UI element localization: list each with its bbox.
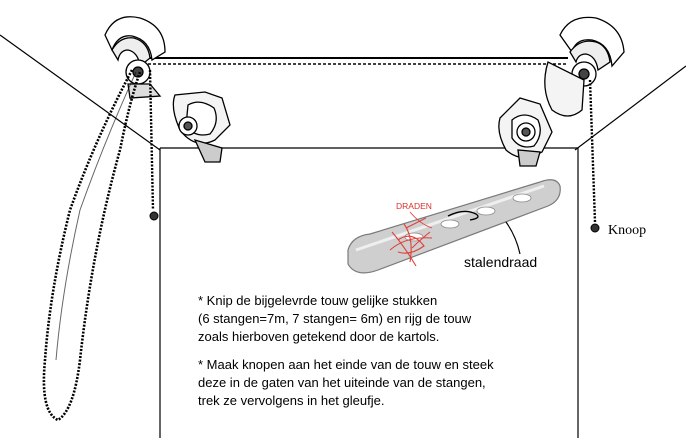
- draden-label: DRADEN: [396, 201, 432, 211]
- right-pull-cord: [590, 80, 599, 232]
- instruction-cut-rope: * Knip de bijgelevrde touw gelijke stukken (6 stangen=7m, 7 stangen= 6m) en rijg de touw zoals hierboven getekend door de kartols.: [198, 293, 472, 344]
- instruction-make-knots: * Maak knopen aan het einde van de touw en steek deze in de gaten van het uiteinde van de stangen, trek ze vervolgens in het gleufje.: [198, 357, 494, 408]
- right-knob-icon: [591, 224, 599, 232]
- top-rail: [148, 58, 568, 64]
- left-cord-loop: [44, 70, 140, 420]
- stalendraad-label: stalendraad: [464, 254, 538, 270]
- left-bracket: [105, 17, 230, 162]
- knoop-label: Knoop: [608, 223, 647, 238]
- right-bracket: [499, 17, 624, 166]
- left-knob-icon: [150, 212, 158, 220]
